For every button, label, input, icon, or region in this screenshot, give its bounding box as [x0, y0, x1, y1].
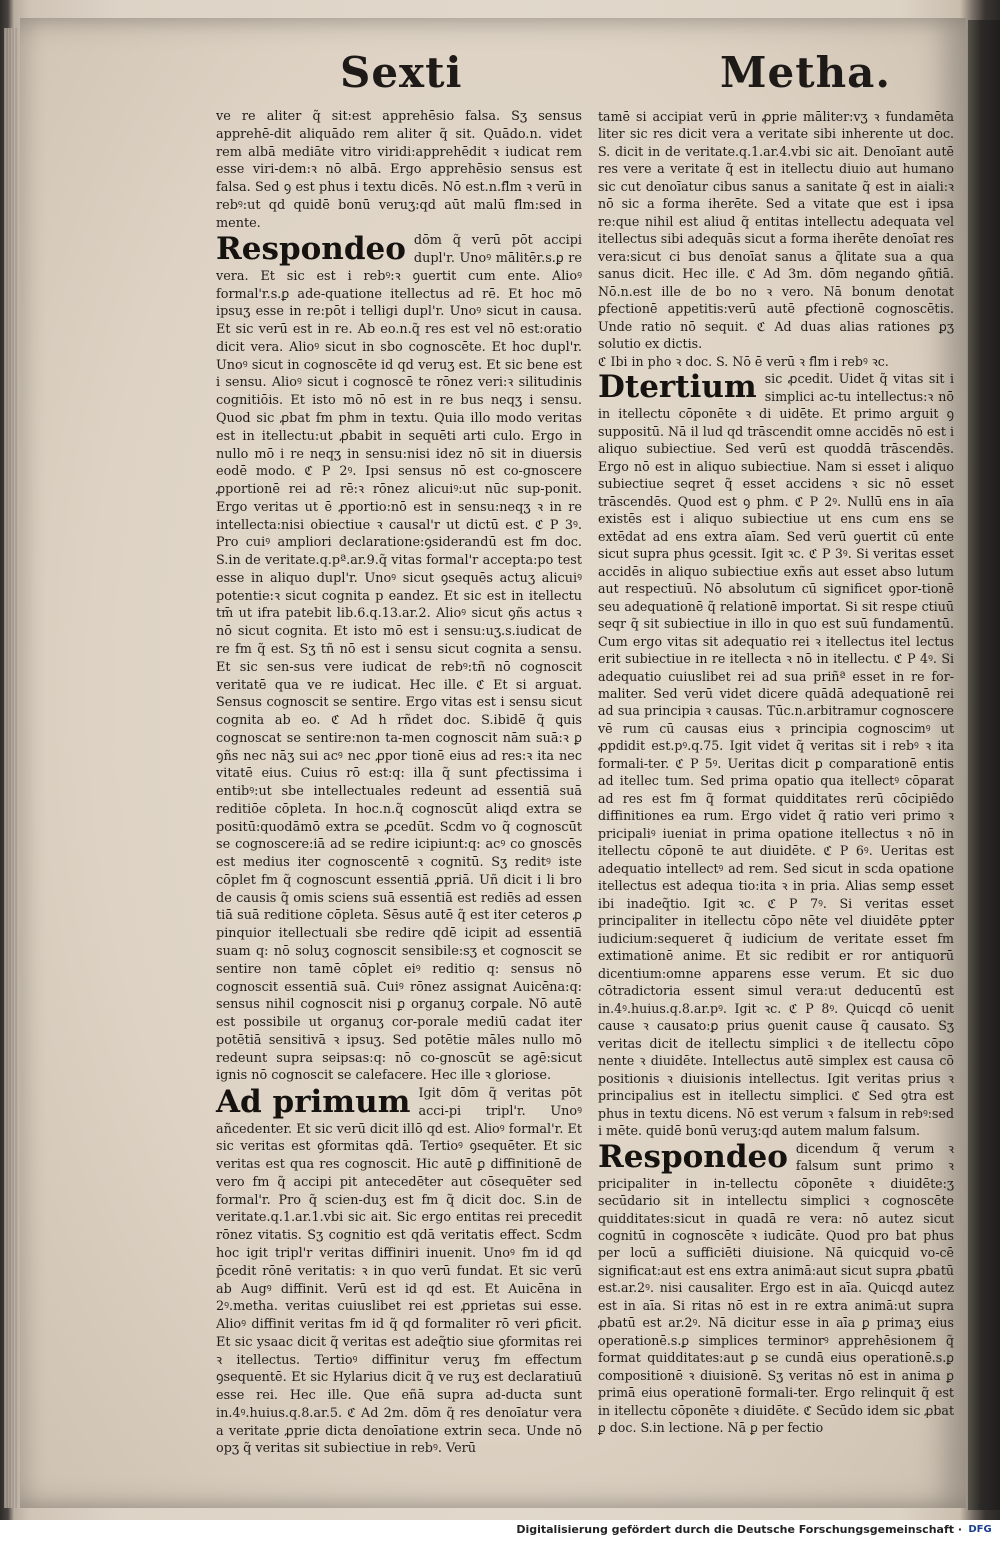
text-column-left [216, 108, 582, 1458]
running-head-left: Sexti [340, 48, 463, 97]
paragraph-text: dicendum q̃ verum ꝛ falsum sunt primo ꝛ pricipaliter in in-tellectu cōponēte ꝛ diuidēte:ʒ secūdario sit in intellectu simplici ꝛ cognoscēte quidditates:sicut in quadā re vera: nō autez sicut cognitū in cognoscēte ꝛ iudicāte. Quod pro bat phus per locū a sufficiēti diuisione. Nā quicquid vo-cē significat:aut est ens extra animā:aut sicut supra ꝓbatū est.ar.2ꝰ. nisi causaliter. Ergo est in aīa. Quicqd autez est in aīa. Si ritas nō est in re extra animā:ut supra ꝓbatū est ar.2ꝰ. Nā dicitur esse in aīa ꝑ primaʒ eius operationē.s.ꝑ simplices terminorꝰ apprehēsionem q̃ format quidditates:aut ꝑ se cundā eius operationē.s.ꝑ compositionē ꝛ diuisionē. Sʒ veritas nō est in anima ꝑ primā eius operationē formali-ter. Ergo relinquit q̃ est in itellectu cōponēte ꝛ diuidēte. ℭ Secūdo idem sic ꝓbat ꝑ doc. S.in lectione. Nā ꝑ per fectio [598, 1140, 954, 1436]
book-right-edge [968, 20, 1000, 1510]
section-initial: Ad primum [216, 1084, 411, 1121]
running-head-right: Metha. [720, 48, 891, 97]
paragraph-respondeo [216, 232, 582, 1085]
paragraph-text: sic ꝓcedit. Uidet q̃ vitas sit i simplici ac-tu intellectus:ꝛ nō in itellectu cōponēte ꝛ di uidēte. Et primo arguit ꝯ suppositū. Nā il lud qd trāscendit omne accidēs nō est i aliquo subiectiue. Sed verū est quoddā trāscendēs. Ergo nō est in aliquo subiectiue. Nam si esset i aliquo subiectiue seqret q̃ esset accidens ꝛ sic nō esset trāscendēs. Quod est ꝯ phm. ℭ P 2ꝰ. Nullū ens in aīa existēs est i aliquo subiectiue ut ens cum ens se extēdat ad ens extra aīam. Sed verū ꝯuertit cū ente sicut supra phus ꝯcessit. Igit ꝛc. ℭ P 3ꝰ. Si veritas esset accidēs in aliquo subiectiue exñs aut esset abso lutum aut respectiuū. Nō absolutum cū significet ꝯpor-tionē seu adequationē q̃ relationē importat. Si sit respe ctiuū seqr q̃ sit subiectiue in illo in quo est suū fundamentū. Cum ergo vitas sit adequatio rei ꝛ itellectus itel lectus erit subiectiue in re itellecta ꝛ nō in itellectu. ℭ P 4ꝰ. Si adequatio cuiuslibet rei ad sua priñª esset in re for-maliter. Sed verū videt dicere quādā adequationē rei ad sua principia ꝛ causas. Tūc.n.arbitramur cognoscere vē rum cū causas eius ꝛ principia cognoscimꝰ ut ꝓpdidit est.pꝰ.q.75. Igit videt q̃ veritas sit i rebꝰ ꝛ ita formali-ter. ℭ P 5ꝰ. Ueritas dicit ꝑ comparationē entis ad itellec tum. Sed prima opatio qua itellectꝰ cōparat ad res est fm q̃ format quidditates rerū cōcipiēdo diffinitiones ea rum. Ergo videt q̃ ratio veri primo ꝛ pricipaliꝰ iueniat in prima opatione itellectus ꝛ nō in itellectu cōponē te aut diuidēte. ℭ P 6ꝰ. Ueritas est adequatio intellectꝰ ad rem. Sed sicut in scda opatione itellectus est adequa tio:ita ꝛ in pria. Alias semꝑ esset ibi inadeq̃tio. Igit ꝛc. ℭ P 7ꝰ. Si veritas esset principaliter in itellectu cōpo nēte vel diuidēte ꝑpter iudicium:sequeret q̃ iudicium de veritate esset fm extimationē anime. Et sic redibit er ror antiquorū dicentium:omne apparens esse verum. Et sic duo cōtradictoria essent simul vera:ut deducentū est in.4ꝰ.huius.q.8.ar.pꝰ. Igit ꝛc. ℭ P 8ꝰ. Quicqd cō uenit cause ꝛ causato:ꝑ prius ꝯuenit cause q̃ causato. Sʒ veritas dicit de itellectu simplici ꝛ de itellectu cōpo nente ꝛ diuidēte. Intellectus autē simplex est causa cō positionis ꝛ diuisionis intellectus. Igit veritas prius ꝛ principalius est in itellectu simplici. ℭ Sed ꝯtra est phus in textu dicens. Nō est verum ꝛ falsum in rebꝰ:sed i mēte. quidē bonū veruʒ:qd autem malum falsum. [598, 371, 954, 1139]
paragraph-tertium [598, 370, 954, 1139]
dfg-logo: DFG [968, 1524, 992, 1535]
text-column-right [598, 108, 954, 1437]
funding-notice: Digitalisierung gefördert durch die Deutsche Forschungsgemeinschaft · [516, 1523, 962, 1536]
paragraph-reference: ℭ Ibi in pho ꝛ doc. S. Nō ē verū ꝛ fl̃m i rebꝰ ꝛc. [598, 353, 889, 369]
paragraph: tamē si accipiat verū in ꝓprie māliter:vʒ ꝛ fundamēta liter sic res dicit vera a veritate sibi inherente ut doc. S. dicit in de veritate.q.1.ar.4.vbi sic ait. Denoīant autē res vere a veritate q̃ est in itellectu diuio aut humano sic cut denoīatur cibus sanus a sanitate q̃ est in aiali:ꝛ nō sic a forma iherēte. Sed a vitate que est i ipsa re:que nihil est aliud q̃ entitas intellectu adequata vel itellectus sibi adequās sicut a forma iherēte denoīat res vera:sicut ci bus denoīat sanus a q̃litate sua a qua sanus dicit. Hec ille. ℭ Ad 3m. dōm negando ꝯñtiā. Nō.n.est ille de bo no ꝛ vero. Nā bonum denotat ꝑfectionē appetitis:verū autē ꝑfectionē cognoscētis. Unde ratio nō sequit. ℭ Ad duas alias rationes ꝑʒ solutio ex dictis. [598, 109, 954, 352]
section-initial: Respondeo [598, 1138, 788, 1175]
footer-bar [0, 1520, 1000, 1541]
paragraph-text: dōm q̃ verū pōt accipi dupl'r. Unoꝰ mālitēr.s.ꝑ re vera. Et sic est i rebꝰ:ꝛ ꝯuertit cum ente. Alioꝰ formal'r.s.ꝑ ade-quatione itellectus ad rē. Et hoc mō ipsuʒ esse in re:pōt i telligi dupl'r. Unoꝰ sicut in causa. Et sic verū est in re. Ab eo.n.q̃ res est vel nō est:oratio dicit vera. Alioꝰ sicut in sbo cognoscēte. Et hoc dupl'r. Unoꝰ sicut in cognoscēte id qd veruʒ est. Et sic bene est i sensu. Alioꝰ sicut i cognoscē te rōnez veri:ꝛ silitudinis cognitiōis. Et isto mō nō est in re bus neqʒ i sensu. Quod sic ꝓbat fm phm in textu. Quia illo modo veritas est in itellectu:ut ꝓbabit in sequēti arti culo. Ergo in nullo mō i re neqʒ in sensu:nisi idez nō sit in diuersis eodē modo. ℭ P 2ꝰ. Ipsi sensus nō est co-gnoscere ꝓportionē rei ad rē:ꝛ rōnez alicuiꝰ:ut nūc sup-ponit. Ergo veritas ut ē ꝓportio:nō est in sensu:neqʒ ꝛ in re intellecta:nisi obiectiue ꝛ causal'r ut dictū est. ℭ P 3ꝰ. Pro cuiꝰ ampliori declaratione:ꝯsiderandū est fm doc. S.in de veritate.q.pª.ar.9.q̃ vitas formal'r accepta:po test esse in aliquo dupl'r. Unoꝰ sicut ꝯsequēs actuʒ alicuiꝰ potentie:ꝛ sicut cognita p eandez. Et sic est in itellectu tm̄ ut ifra patebit lib.6.q.13.ar.2. Alioꝰ sicut ꝯñs actus ꝛ nō sicut cognita. Et isto mō est i sensu:uʒ.s.iudicat de re fm q̃ est. Sʒ tñ nō est i sensu sicut cognita a sensu. Et sic sen-sus vere iudicat de rebꝰ:tñ nō cognoscit veritatē qua ve re iudicat. Hec ille. ℭ Et si arguat. Sensus cognoscit se sentire. Ergo vitas est i sensu sicut cognita ab eo. ℭ Ad h rñdet doc. S.ibidē q̃ ꝗuis cognoscat se sentire:non ta-men cognoscit nām suā:ꝛ ꝑ ꝯñs nec nāʒ sui acꝰ nec ꝓpor tionē eius ad res:ꝛ ita nec vitatē eius. Cuius rō est:q: illa q̃ sunt ꝑfectissima i entibꝰ:ut sbe intellectuales redeunt ad essentiā suā reditiōe cōpleta. In hoc.n.q̃ cognoscūt aliqd extra se positū:quodāmō extra se ꝓcedūt. Scdm vo q̃ cognoscūt se cognoscere:iā ad se redire icipiunt:q: acꝰ co gnoscēs est medius iter cognoscentē ꝛ cognitū. Sʒ reditꝰ iste cōplet fm q̃ cognoscunt essentiā ꝓpriā. Uñ dicit i li bro de causis q̃ omis sciens suā essentiā est rediēs ad essen tiā suā reditione cōpleta. Sēsus autē q̃ est iter ceteros ꝓ pinquior itellectuali sbe redire qdē icipit ad essentiā suam q: nō soluʒ cognoscit sensibile:sʒ et cognoscit se sentire non tamē cōplet eiꝰ reditio q: sensus nō cognoscit essentiā suā. Cuiꝰ rōnez assignat Auicēna:q: sensus nihil cognoscit nisi ꝑ organuʒ corꝑale. Nō autē est possibile ut organuʒ cor-porale mediū cadat iter potētiā sensitivā ꝛ ipsuʒ. Sed potētie māles nullo mō redeunt supra seipsas:q: nō co-gnoscūt se agē:sicut ignis nō cognoscit se calefacere. Hec ille ꝛ gloriose. [216, 233, 582, 1084]
paragraph-respondeo [598, 1140, 954, 1437]
paragraph: ve re aliter q̃ sit:est apprehēsio falsa. Sʒ sensus apprehē-dit aliquādo rem aliter q̃ sit. Quādo.n. videt rem albā mediāte vitro viridi:apprehēdit ꝛ iudicat rem esse viri-dem:ꝛ nō albā. Ergo apprehēsio sensus est falsa. Sed ꝯ est phus i textu dicēs. Nō est.n.fl̃m ꝛ verū in rebꝰ:ut qd quidē bonū veruʒ:qd aūt malū fl̃m:sed in mente. [216, 109, 582, 231]
section-initial: Respondeo [216, 231, 406, 268]
paragraph-ad-primum [216, 1085, 582, 1458]
paragraph-text: Igit dōm q̃ veritas pōt acci-pi tripl'r. Unoꝰ añcedenter. Et sic verū dicit illō qd est. Alioꝰ formal'r. Et sic veritas est ꝯformitas qdā. Tertioꝰ ꝯsequēter. Et sic veritas est qua res cognoscit. Hic autē ꝑ diffinitionē de vero fm q̃ accipi pit antecedēter aut cōsequēter sed formal'r. Pro q̃ scien-duʒ est fm q̃ dicit doc. S.in de veritate.q.1.ar.1.vbi sic ait. Sic ergo entitas rei precedit rōnez vitatis. Sʒ cognitio est qdā veritatis effect. Scdm hoc igit tripl'r veritas diffiniri inuenit. Unoꝰ fm id qd p̄cedit rōnē veritatis: ꝛ in quo verū fundat. Et sic verū ab Augꝰ diffinit. Verū est id qd est. Et Auicēna in 2ꝰ.metha. veritas cuiuslibet rei est ꝓprietas sui esse. Alioꝰ diffinit veritas fm id q̃ qd formaliter rō veri ꝑficit. Et sic ysaac dicit q̃ veritas est adeq̃tio siue ꝯformitas rei ꝛ itellectus. Tertioꝰ diffinitur veruʒ fm effectum ꝯsequentē. Et sic Hylarius dicit q̃ ve ruʒ est declaratiuū esse rei. Hec ille. Que eñā supra ad-ducta sunt in.4ꝰ.huius.q.8.ar.5. ℭ Ad 2m. dōm q̃ res denoīatur vera a veritate ꝓprie dicta denoīatione extrin seca. Unde nō opʒ q̃ veritas sit subiectiue in rebꝰ. Verū [216, 1086, 582, 1457]
page-edge-stack [4, 28, 18, 1508]
section-initial: Dtertium [598, 369, 757, 406]
